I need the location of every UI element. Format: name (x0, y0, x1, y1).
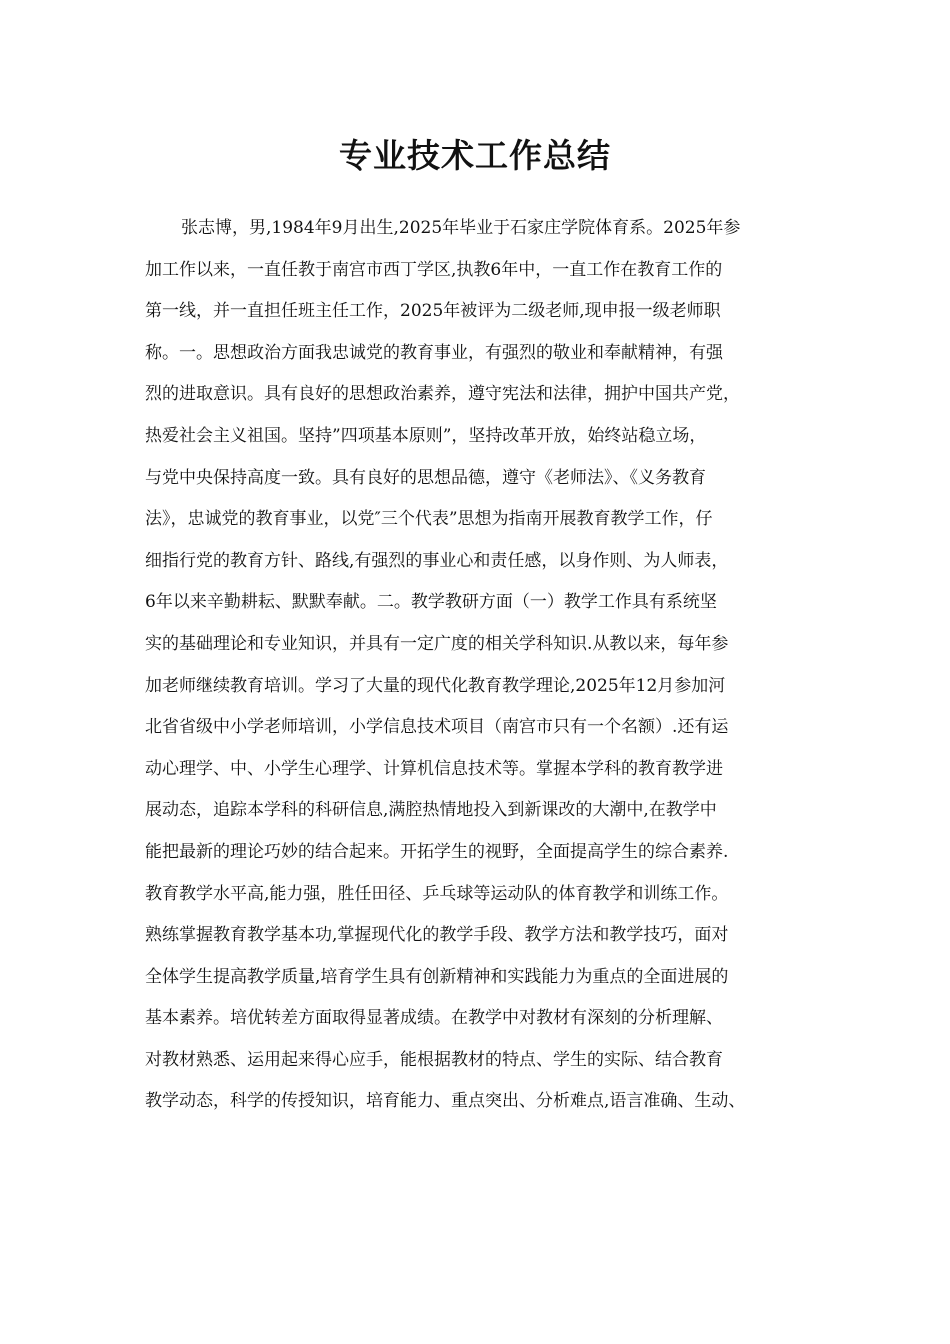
text-line: 细指行党的教育方针、路线,有强烈的事业心和责任感，以身作则、为人师表， (145, 550, 729, 571)
text-line: 展动态，追踪本学科的科研信息,满腔热情地投入到新课改的大潮中,在教学中 (145, 800, 717, 821)
text-line: 能把最新的理论巧妙的结合起来。开拓学生的视野，全面提高学生的综合素养. (145, 841, 729, 862)
text-line: 热爱社会主义祖国。坚持”四项基本原则”，坚持改革开放，始终站稳立场， (145, 425, 707, 446)
text-line: 烈的进取意识。具有良好的思想政治素养，遵守宪法和法律，拥护中国共产党， (145, 384, 740, 405)
text-line: 教育教学水平高,能力强，胜任田径、乒乓球等运动队的体育教学和训练工作。 (145, 883, 729, 904)
text-line: 第一线，并一直担任班主任工作，2025年被评为二级老师,现申报一级老师职 (145, 301, 721, 322)
text-line: 熟练掌握教育教学基本功,掌握现代化的教学手段、教学方法和教学技巧，面对 (145, 925, 729, 946)
text-line: 教学动态，科学的传授知识，培育能力、重点突出、分析难点,语言准确、生动、 (145, 1091, 746, 1112)
body-paragraph (145, 208, 825, 1123)
text-line: 加工作以来，一直任教于南宫市西丁学区,执教6年中，一直工作在教育工作的 (145, 259, 723, 280)
text-line: 加老师继续教育培训。学习了大量的现代化教育教学理论,2025年12月参加河 (145, 675, 726, 696)
text-line: 全体学生提高教学质量,培育学生具有创新精神和实践能力为重点的全面进展的 (145, 966, 729, 987)
text-line: 张志博，男,1984年9月出生,2025年毕业于石家庄学院体育系。2025年参 (181, 218, 741, 238)
text-line: 北省省级中小学老师培训，小学信息技术项目（南宫市只有一个名额）.还有运 (145, 717, 729, 738)
text-line: 基本素养。培优转差方面取得显著成绩。在教学中对教材有深刻的分析理解、 (145, 1008, 723, 1029)
text-line: 称。一。思想政治方面我忠诚党的教育事业，有强烈的敬业和奉献精神，有强 (145, 342, 723, 363)
page-title: 专业技术工作总结 (339, 136, 611, 175)
text-line: 动心理学、中、小学生心理学、计算机信息技术等。掌握本学科的教育教学进 (145, 758, 723, 779)
text-line: 对教材熟悉、运用起来得心应手，能根据教材的特点、学生的实际、结合教育 (145, 1049, 723, 1070)
text-line: 法》，忠诚党的教育事业，以党″三个代表”思想为指南开展教育教学工作，仔 (145, 509, 713, 530)
text-line: 与党中央保持高度一致。具有良好的思想品德，遵守《老师法》、《义务教育 (145, 467, 706, 488)
text-line: 6年以来辛勤耕耘、默默奉献。二。教学教研方面（一）教学工作具有系统坚 (145, 592, 717, 613)
text-line: 实的基础理论和专业知识，并具有一定广度的相关学科知识.从教以来，每年参 (145, 633, 729, 654)
